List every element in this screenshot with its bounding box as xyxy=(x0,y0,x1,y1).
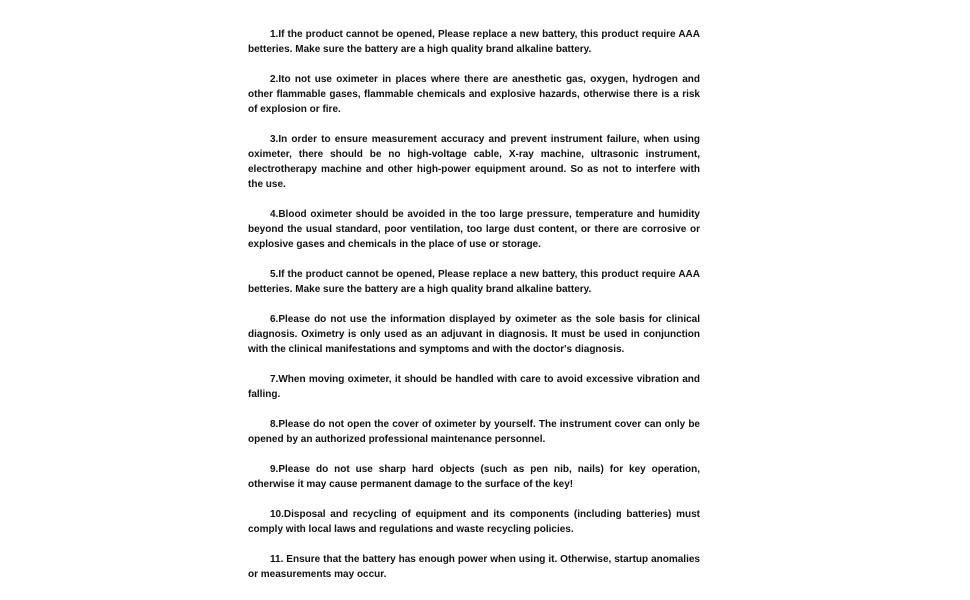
note-paragraph-4: 4.Blood oximeter should be avoided in the too large pressure, temperature and humidity beyond the usual standard, poor ventilation, too large dust content, or there are corrosive or explosive gases and chemicals in the place of use or storage. xyxy=(248,209,700,250)
note-paragraph-5: 5.If the product cannot be opened, Please replace a new battery, this product require AAA betteries. Make sure the battery are a high quality brand alkaline battery. xyxy=(248,269,700,295)
note-paragraph-11: 11. Ensure that the battery has enough power when using it. Otherwise, startup anomalies or measurements may occur. xyxy=(248,554,700,580)
note-paragraph-2: 2.Ito not use oximeter in places where there are anesthetic gas, oxygen, hydrogen and other flammable gases, flammable chemicals and explosive hazards, otherwise there is a risk of explosion or fire. xyxy=(248,74,700,115)
safety-notes-document xyxy=(248,27,700,582)
note-paragraph-3: 3.In order to ensure measurement accuracy and prevent instrument failure, when using oximeter, there should be no high-voltage cable, X-ray machine, ultrasonic instrument, electrotherapy machine and other high-power equipment around. So as not to interfere with the use. xyxy=(248,134,700,190)
note-paragraph-1: 1.If the product cannot be opened, Please replace a new battery, this product require AAA betteries. Make sure the battery are a high quality brand alkaline battery. xyxy=(248,29,700,55)
note-paragraph-7: 7.When moving oximeter, it should be handled with care to avoid excessive vibration and falling. xyxy=(248,374,700,400)
note-paragraph-10: 10.Disposal and recycling of equipment and its components (including batteries) must comply with local laws and regulations and waste recycling policies. xyxy=(248,509,700,535)
note-paragraph-9: 9.Please do not use sharp hard objects (such as pen nib, nails) for key operation, otherwise it may cause permanent damage to the surface of the key! xyxy=(248,464,700,490)
note-paragraph-6: 6.Please do not use the information displayed by oximeter as the sole basis for clinical diagnosis. Oximetry is only used as an adjuvant in diagnosis. It must be used in conjunction with the clinical manifestations and symptoms and with the doctor's diagnosis. xyxy=(248,314,700,355)
note-paragraph-8: 8.Please do not open the cover of oximeter by yourself. The instrument cover can only be opened by an authorized professional maintenance personnel. xyxy=(248,419,700,445)
